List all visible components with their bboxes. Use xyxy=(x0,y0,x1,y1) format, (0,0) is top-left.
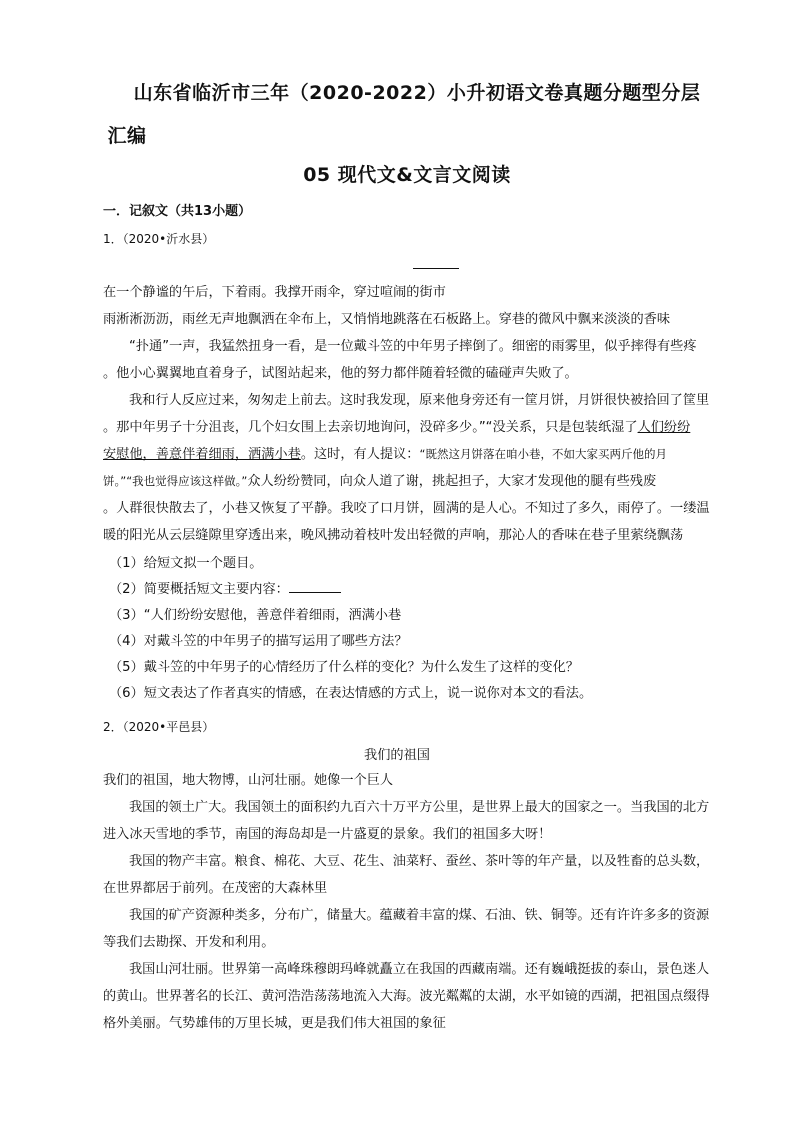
title-blank-line xyxy=(413,268,459,269)
passage-line: 我国的矿产资源种类多，分布广，储量大。蕴藏着丰富的煤、石油、铁、铜等。还有许许多多的资源 xyxy=(129,908,710,923)
document-subtitle: 05 现代文&文言文阅读 xyxy=(303,164,511,186)
question-1-label: 1．（2020•沂水县） xyxy=(103,232,215,246)
document-title-line1: 山东省临沂市三年（2020-2022）小升初语文卷真题分题型分层 xyxy=(133,82,701,104)
passage-line: 等我们去勘探、开发和利用。 xyxy=(103,935,275,950)
passage-line: “扑通”一声，我猛然扭身一看，是一位戴斗笠的中年男子摔倒了。细密的雨雾里，似乎摔得有些疼 xyxy=(129,339,697,354)
passage-line: 我们的祖国，地大物博，山河壮丽。她像一个巨人 xyxy=(103,773,394,788)
passage-line: 的黄山。世界著名的长江、黄河浩浩荡荡地流入大海。波光粼粼的太湖，水平如镜的西湖，把祖国点缀得 xyxy=(103,989,710,1004)
question-list xyxy=(103,551,718,707)
question-item: （3）“人们纷纷安慰他，善意伴着细雨，洒满小巷 xyxy=(109,608,402,623)
question-item: （6）短文表达了作者真实的情感，在表达情感的方式上，说一说你对本文的看法。 xyxy=(109,686,593,701)
passage-line: 安慰他，善意伴着细雨，洒满小巷。这时，有人提议：“既然这月饼落在咱小巷，不如大家买两斤他的月 xyxy=(103,447,667,462)
question-2-label: 2．（2020•平邑县） xyxy=(103,720,215,734)
question-item: （4）对戴斗笠的中年男子的描写运用了哪些方法？ xyxy=(109,634,408,649)
passage-line: 我国的物产丰富。粮食、棉花、大豆、花生、油菜籽、蚕丝、茶叶等的年产量，以及牲畜的总头数， xyxy=(129,854,710,869)
passage-line: 雨淅淅沥沥，雨丝无声地飘洒在伞布上，又悄悄地跳落在石板路上。穿巷的微风中飘来淡淡的香味 xyxy=(103,312,671,327)
passage-2 xyxy=(103,767,718,1037)
passage-line: 进入冰天雪地的季节，南国的海岛却是一片盛夏的景象。我们的祖国多大呀！ xyxy=(103,827,552,842)
passage-line: 。他小心翼翼地直着身子，试图站起来，他的努力都伴随着轻微的磕碰声失败了。 xyxy=(103,366,578,381)
document-title-line2: 汇编 xyxy=(107,125,147,147)
passage-line: 格外美丽。气势雄伟的万里长城，更是我们伟大祖国的象征 xyxy=(103,1016,446,1031)
passage-1 xyxy=(103,279,718,549)
passage-line: 暖的阳光从云层缝隙里穿透出来，晚风拂动着枝叶发出轻微的声响，那沁人的香味在巷子里萦绕飘荡 xyxy=(103,528,684,543)
section-heading: 一．记叙文（共13小题） xyxy=(103,204,252,219)
answer-blank[interactable] xyxy=(289,580,341,593)
underlined-sentence: 安慰他，善意伴着细雨，洒满小巷 xyxy=(103,447,301,462)
passage-line: 饼。”“我也觉得应该这样做。”众人纷纷赞同，向众人道了谢，挑起担子，大家才发现他的腿有些残废 xyxy=(103,474,657,489)
question-item: （1）给短文拟一个题目。 xyxy=(109,556,263,571)
passage-line: 。人群很快散去了，小巷又恢复了平静。我咬了口月饼，圆满的是人心。不知过了多久，雨停了。一缕温 xyxy=(103,501,710,516)
passage-line: 。那中年男子十分沮丧，几个妇女围上去亲切地询问，没碎多少。”“没关系，只是包装纸湿了人们纷纷 xyxy=(103,420,691,435)
passage-line: 我和行人反应过来，匆匆走上前去。这时我发现，原来他身旁还有一筐月饼，月饼很快被拾回了筐里 xyxy=(129,393,710,408)
passage-line: 在一个静谧的午后，下着雨。我撑开雨伞，穿过喧闹的街市 xyxy=(103,285,446,300)
question-item: （5）戴斗笠的中年男子的心情经历了什么样的变化？为什么发生了这样的变化？ xyxy=(109,660,579,675)
question-item: （2）简要概括短文主要内容： xyxy=(103,577,718,603)
passage-2-title: 我们的祖国 xyxy=(364,748,430,763)
passage-line: 我国的领土广大。我国领土的面积约九百六十万平方公里，是世界上最大的国家之一。当我国的北方 xyxy=(129,800,710,815)
underlined-sentence: 人们纷纷 xyxy=(637,420,691,435)
passage-line: 我国山河壮丽。世界第一高峰珠穆朗玛峰就矗立在我国的西藏南端。还有巍峨挺拔的泰山，景色迷人 xyxy=(129,962,710,977)
passage-line: 在世界都居于前列。在茂密的大森林里 xyxy=(103,881,328,896)
